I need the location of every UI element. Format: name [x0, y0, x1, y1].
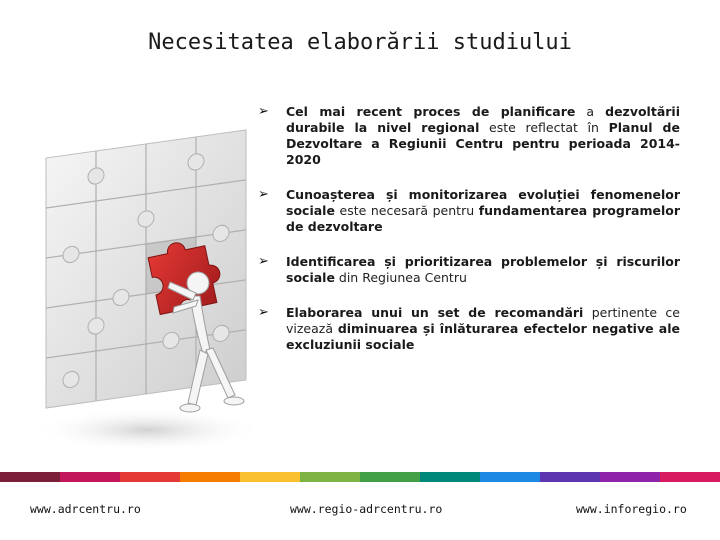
bullet-text	[286, 187, 680, 235]
arrow-bullet-icon: ➢	[258, 254, 269, 269]
arrow-bullet-icon: ➢	[258, 305, 269, 320]
bullet-text-segment: pertinente ce vizează	[286, 305, 680, 336]
arrow-bullet-icon: ➢	[258, 187, 269, 202]
bullet-text	[286, 305, 680, 353]
color-stripe-segment	[240, 472, 300, 482]
bullet-list	[258, 104, 680, 372]
bullet-text-segment: Cel mai recent proces de planificare	[286, 104, 576, 119]
bullet-text-segment: Cunoașterea și monitorizarea evoluției fenomenelor sociale	[286, 187, 680, 218]
puzzle-wall-graphic	[28, 118, 278, 458]
color-stripe-segment	[600, 472, 660, 482]
color-stripe-segment	[0, 472, 60, 482]
bullet-item	[258, 187, 680, 235]
bullet-item	[258, 305, 680, 353]
puzzle-figure-illustration	[28, 118, 278, 458]
footer-link-adrcentru[interactable]: www.adrcentru.ro	[30, 502, 141, 516]
color-stripe-segment	[360, 472, 420, 482]
color-stripe-segment	[60, 472, 120, 482]
footer-link-regio[interactable]: www.regio-adrcentru.ro	[290, 502, 443, 516]
arrow-bullet-icon: ➢	[258, 104, 269, 119]
color-stripe	[0, 472, 720, 482]
bullet-text-segment: Identificarea și prioritizarea problemelor și riscurilor sociale	[286, 254, 680, 285]
footer-link-inforegio[interactable]: www.inforegio.ro	[576, 502, 687, 516]
bullet-text	[286, 104, 680, 168]
slide-title: Necesitatea elaborării studiului	[148, 30, 572, 55]
bullet-item	[258, 104, 680, 168]
bullet-text-segment: diminuarea și înlăturarea efectelor negative ale excluziunii sociale	[286, 321, 680, 352]
color-stripe-segment	[540, 472, 600, 482]
color-stripe-segment	[660, 472, 720, 482]
color-stripe-segment	[300, 472, 360, 482]
color-stripe-segment	[180, 472, 240, 482]
bullet-text-segment: dezvoltării durabile la nivel regional	[286, 104, 680, 135]
bullet-item	[258, 254, 680, 286]
bullet-text-segment: Elaborarea unui un set de recomandări	[286, 305, 584, 320]
bullet-text-segment: din Regiunea Centru	[334, 270, 467, 285]
bullet-text	[286, 254, 680, 286]
bullet-text-segment: este reflectat în	[479, 120, 609, 135]
color-stripe-segment	[480, 472, 540, 482]
bullet-text-segment: Planul de Dezvoltare a Regiunii Centru pentru perioada 2014-2020	[286, 120, 680, 167]
color-stripe-segment	[420, 472, 480, 482]
bullet-text-segment: a	[575, 104, 606, 119]
bullet-text-segment: este necesară pentru	[334, 203, 479, 218]
color-stripe-segment	[120, 472, 180, 482]
bullet-text-segment: fundamentarea programelor de dezvoltare	[286, 203, 680, 234]
